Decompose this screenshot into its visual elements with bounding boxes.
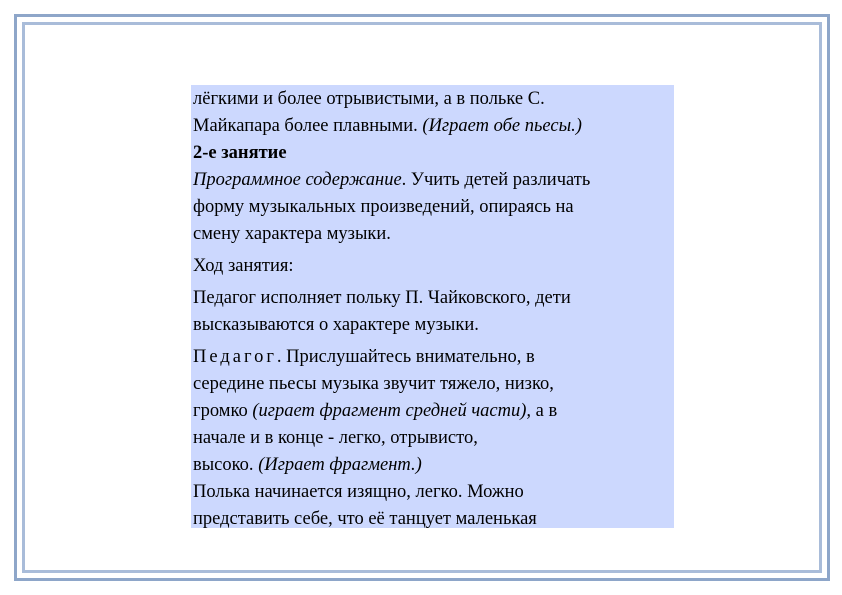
text-segment: громко [193, 401, 253, 421]
text-line [193, 398, 674, 425]
text-segment: . Прислушайтесь внимательно, в [276, 347, 535, 367]
stage-direction: (Играет обе пьесы.) [422, 116, 582, 136]
speaker-label: Педагог [193, 347, 277, 367]
text-line [193, 113, 674, 140]
text-line [193, 167, 674, 194]
document-text-box [191, 85, 674, 528]
text-line [193, 344, 674, 371]
text-segment: а в [531, 401, 558, 421]
text-line: Педагог исполняет польку П. Чайковского, дети [193, 288, 571, 308]
lesson-heading: 2-е занятие [193, 143, 287, 163]
text-segment: . Учить детей различать [401, 170, 591, 190]
stage-direction: (играет фрагмент средней части), [252, 401, 532, 421]
text-line: лёгкими и более отрывистыми, а в польке С. [193, 89, 545, 109]
text-line: смену характера музыки. [193, 224, 391, 244]
text-line: Ход занятия: [193, 256, 294, 276]
text-line: начале и в конце - легко, отрывисто, [193, 428, 478, 448]
text-line [193, 452, 674, 479]
text-line: высказываются о характере музыки. [193, 315, 479, 335]
text-line: форму музыкальных произведений, опираясь на [193, 197, 574, 217]
text-line: середине пьесы музыка звучит тяжело, низко, [193, 374, 554, 394]
text-line: Полька начинается изящно, легко. Можно [193, 482, 524, 502]
text-line: представить себе, что её танцует маленькая [193, 509, 537, 528]
program-content-label: Программное содержание [193, 170, 402, 190]
stage-direction: (Играет фрагмент.) [258, 455, 422, 475]
text-segment: высоко. [193, 455, 259, 475]
text-segment: Майкапара более плавными. [193, 116, 423, 136]
